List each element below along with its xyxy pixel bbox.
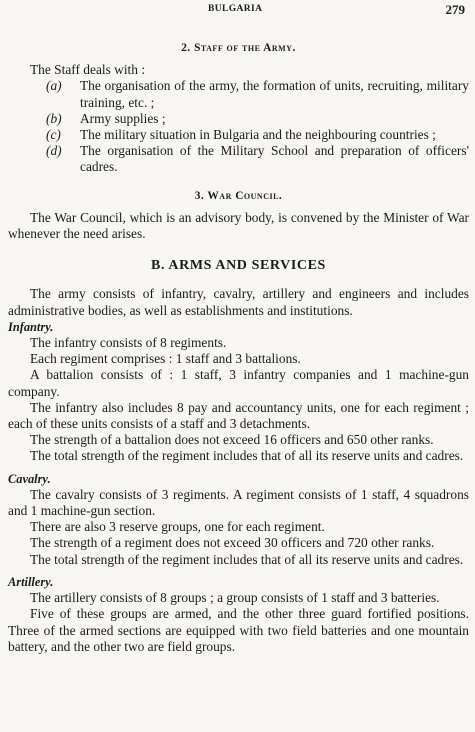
- infantry-paragraph: The infantry also includes 8 pay and accountancy units, one for each regiment ; each of these units consists of a staff and 3 detachments.: [8, 399, 469, 432]
- infantry-paragraph: Each regiment comprises : 1 staff and 3 battalions.: [30, 351, 301, 367]
- arms-intro: The army consists of infantry, cavalry, artillery and engineers and includes administrative bodies, as well as establishments and institutions.: [8, 286, 469, 318]
- list-item: [46, 111, 469, 127]
- section-heading-arms: B. ARMS AND SERVICES: [151, 258, 326, 274]
- cavalry-paragraph: The strength of a regiment does not exceed 30 officers and 720 other ranks.: [30, 535, 435, 551]
- list-item: [46, 143, 469, 175]
- list-item-text: The organisation of the army, the formation of units, recruiting, military training, etc. ;: [80, 78, 469, 110]
- artillery-paragraph: The artillery consists of 8 groups ; a group consists of 1 staff and 3 batteries.: [30, 590, 440, 606]
- staff-duties-list: [46, 78, 469, 175]
- list-item-label: (b): [46, 110, 62, 126]
- page-body: [8, 40, 469, 655]
- list-item-text: Army supplies ;: [80, 110, 166, 126]
- list-item: [46, 127, 469, 143]
- infantry-paragraph: The total strength of the regiment includes that of all its reserve units and cadres.: [30, 448, 464, 464]
- infantry-paragraph: The strength of a battalion does not exceed 16 officers and 650 other ranks.: [30, 432, 434, 448]
- list-item-label: (d): [46, 143, 62, 159]
- war-council-text: The War Council, which is an advisory body, is convened by the Minister of War whenever the need arises.: [8, 209, 469, 242]
- artillery-paragraph: Five of these groups are armed, and the other three guard fortified positions. Three of the armed sections are equipped with two field batteries and one mountain battery, and the other two are field groups.: [8, 606, 469, 654]
- cavalry-paragraph: The cavalry consists of 3 regiments. A regiment consists of 1 staff, 4 squadrons and 1 machine-gun section.: [8, 486, 469, 519]
- page-number: 279: [445, 2, 465, 17]
- infantry-paragraph: A battalion consists of : 1 staff, 3 infantry companies and 1 machine-gun company.: [8, 367, 469, 399]
- list-item-text: The military situation in Bulgaria and the neighbouring countries ;: [80, 127, 436, 143]
- list-item: [46, 78, 469, 110]
- cavalry-paragraph: There are also 3 reserve groups, one for each regiment.: [30, 519, 325, 535]
- running-header: [0, 2, 475, 18]
- subheading-artillery: Artillery.: [8, 574, 54, 589]
- section-heading-war-council: 3. War Council.: [194, 189, 283, 202]
- cavalry-paragraph: The total strength of the regiment includes that of all its reserve units and cadres.: [30, 551, 464, 567]
- subheading-infantry: Infantry.: [8, 319, 54, 334]
- list-item-label: (c): [46, 127, 61, 143]
- subheading-cavalry: Cavalry.: [8, 471, 51, 486]
- section-heading-staff: 2. Staff of the Army.: [181, 42, 296, 54]
- infantry-paragraph: The infantry consists of 8 regiments.: [30, 335, 227, 351]
- list-item-label: (a): [46, 78, 62, 94]
- staff-intro: The Staff deals with :: [30, 62, 146, 78]
- list-item-text: The organisation of the Military School and preparation of officers' cadres.: [80, 143, 469, 175]
- running-title: BULGARIA: [208, 4, 263, 14]
